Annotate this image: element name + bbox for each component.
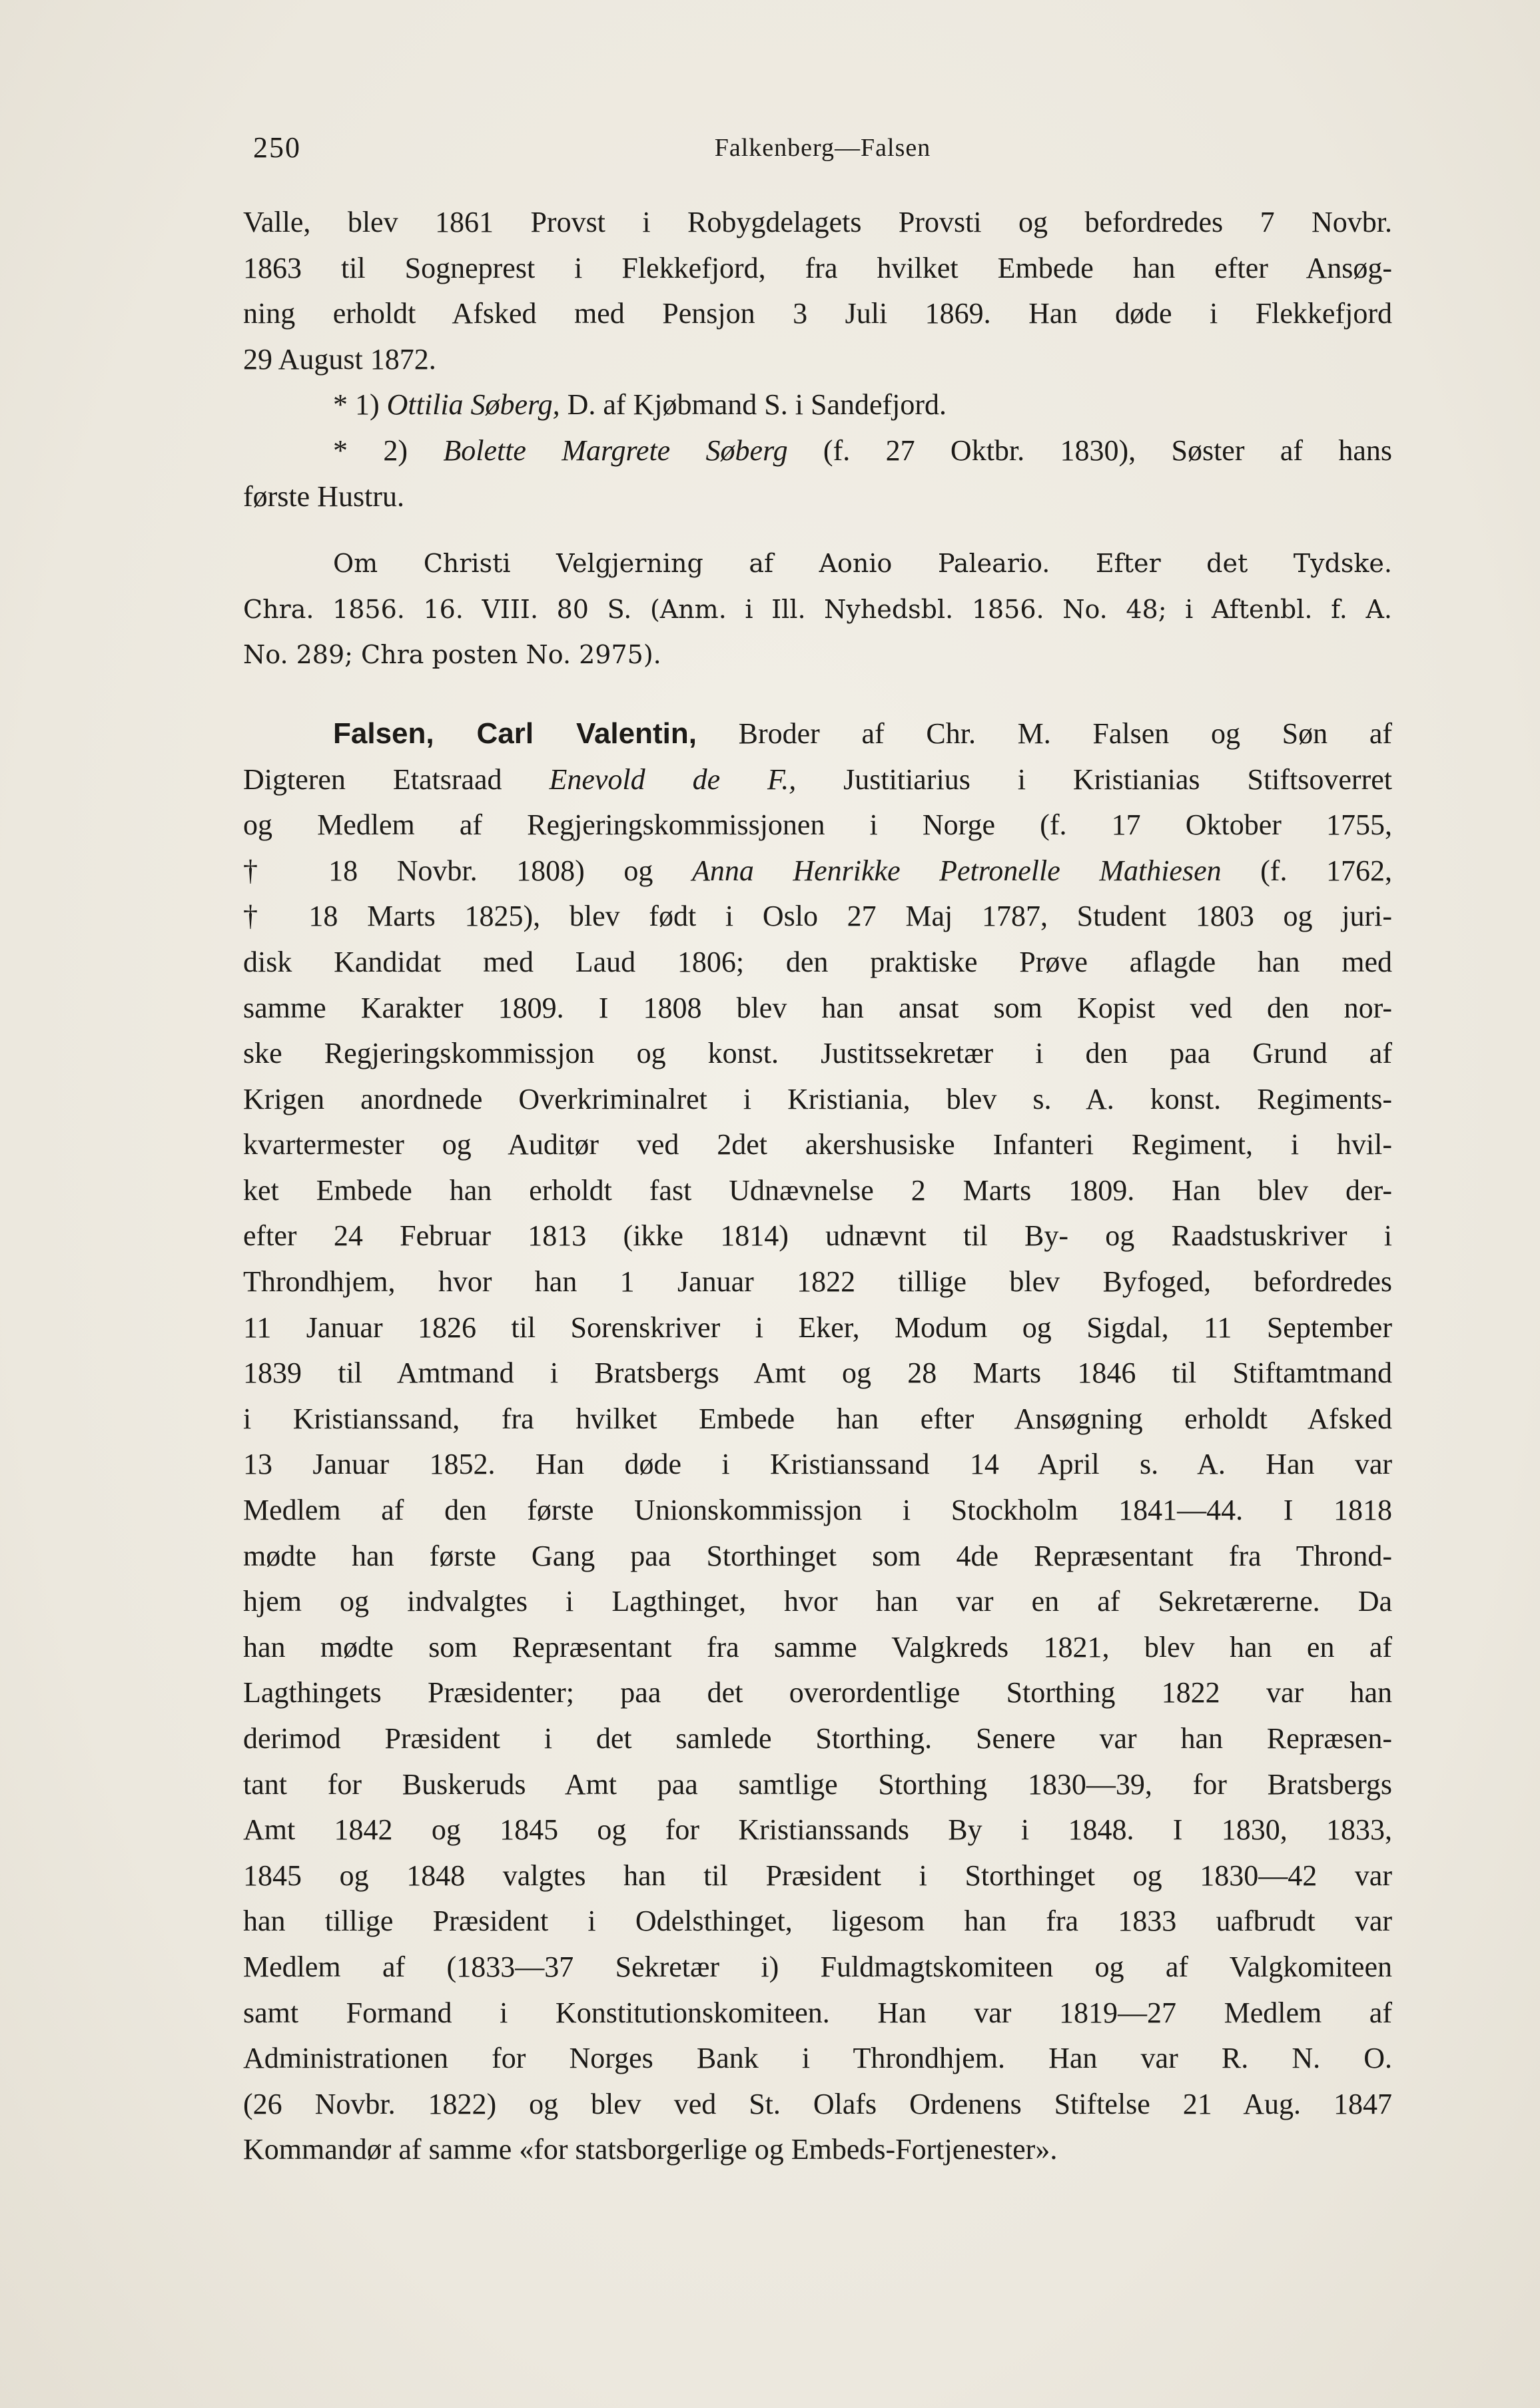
spouse-name: Ottilia Søberg, xyxy=(386,388,560,422)
page-header xyxy=(240,131,1405,170)
text-line: Amt 1842 og 1845 og for Kristianssands By i 1848. I 1830, 1833, xyxy=(243,1813,1392,1847)
father-name: Enevold de F., xyxy=(549,762,797,796)
text-line: Krigen anordnede Overkriminalret i Kristiania, blev s. A. konst. Regiments- xyxy=(243,1082,1392,1115)
text-line: Lagthingets Præsidenter; paa det overordentlige Storthing 1822 var han xyxy=(243,1676,1392,1709)
text-line: (26 Novbr. 1822) og blev ved St. Olafs Ordenens Stiftelse 21 Aug. 1847 xyxy=(243,2087,1392,2120)
text-line: Medlem af den første Unionskommissjon i Stockholm 1841—44. I 1818 xyxy=(243,1494,1392,1527)
text-line: † 18 Novbr. 1808) og Anna Henrikke Petronelle Mathiesen (f. 1762, xyxy=(243,854,1392,887)
body-text xyxy=(243,200,1392,2173)
text-line: samt Formand i Konstitutionskomiteen. Han var 1819—27 Medlem af xyxy=(243,1996,1392,2029)
spouse-name: Bolette Margrete Søberg xyxy=(443,434,788,467)
text-line: 1863 til Sogneprest i Flekkefjord, fra hvilket Embede han efter Ansøg- xyxy=(243,251,1392,284)
bibliography-line: No. 289; Chra posten No. 2975). xyxy=(243,640,661,670)
text-line: derimod Præsident i det samlede Storthing. Senere var han Repræsen- xyxy=(243,1722,1392,1755)
text-line: 29 August 1872. xyxy=(243,342,436,376)
page-number: 250 xyxy=(253,131,301,164)
text-line: Valle, blev 1861 Provst i Robygdelagets Provsti og befordredes 7 Novbr. xyxy=(243,206,1392,238)
text-line: og Medlem af Regjeringskommissjonen i Norge (f. 17 Oktober 1755, xyxy=(243,808,1392,842)
text-line: Medlem af (1833—37 Sekretær i) Fuldmagtskomiteen og af Valgkomiteen xyxy=(243,1950,1392,1983)
text-line: Administrationen for Norges Bank i Throndhjem. Han var R. N. O. xyxy=(243,2042,1392,2075)
text-line: disk Kandidat med Laud 1806; den praktiske Prøve aflagde han med xyxy=(243,945,1392,978)
bibliography-line: Chra. 1856. 16. VIII. 80 S. (Anm. i Ill. Nyhedsbl. 1856. No. 48; i Aftenbl. f. A. xyxy=(243,594,1392,624)
entry-heading-line: Falsen, Carl Valentin, Broder af Chr. M. Falsen og Søn af xyxy=(333,717,1392,750)
bibliography-line: Om Christi Velgjerning af Aonio Paleario. Efter det Tydske. xyxy=(333,549,1392,579)
text-line: Throndhjem, hvor han 1 Januar 1822 tillige blev Byfoged, befordredes xyxy=(243,1265,1392,1299)
text-line: 13 Januar 1852. Han døde i Kristianssand 14 April s. A. Han var xyxy=(243,1448,1392,1481)
text-line: 11 Januar 1826 til Sorenskriver i Eker, Modum og Sigdal, 11 September xyxy=(243,1311,1392,1344)
text-line: i Kristianssand, fra hvilket Embede han efter Ansøgning erholdt Afsked xyxy=(243,1402,1392,1435)
text-line: samme Karakter 1809. I 1808 blev han ansat som Kopist ved den nor- xyxy=(243,991,1392,1024)
text-line: efter 24 Februar 1813 (ikke 1814) udnævnt til By- og Raadstuskriver i xyxy=(243,1219,1392,1253)
text-line: mødte han første Gang paa Storthinget som 4de Repræsentant fra Thrond- xyxy=(243,1539,1392,1572)
text-line: † 18 Marts 1825), blev født i Oslo 27 Maj 1787, Student 1803 og juri- xyxy=(243,900,1392,933)
running-head: Falkenberg—Falsen xyxy=(714,134,931,162)
text-line: hjem og indvalgtes i Lagthinget, hvor han var en af Sekretærerne. Da xyxy=(243,1585,1392,1618)
text-line: Digteren Etatsraad Enevold de F., Justitiarius i Kristianias Stiftsoverret xyxy=(243,762,1392,796)
text-line: han tillige Præsident i Odelsthinget, ligesom han fra 1833 uafbrudt var xyxy=(243,1905,1392,1938)
text-line: ning erholdt Afsked med Pensjon 3 Juli 1869. Han døde i Flekkefjord xyxy=(243,297,1392,330)
text-line: første Hustru. xyxy=(243,479,404,513)
marriage-line-2: * 2) Bolette Margrete Søberg (f. 27 Oktbr. 1830), Søster af hans xyxy=(333,434,1392,467)
text-line: Kommandør af samme «for statsborgerlige og Embeds-Fortjenester». xyxy=(243,2133,1058,2166)
text-line: kvartermester og Auditør ved 2det akershusiske Infanteri Regiment, i hvil- xyxy=(243,1128,1392,1161)
text-line: 1839 til Amtmand i Bratsbergs Amt og 28 Marts 1846 til Stiftamtmand xyxy=(243,1356,1392,1390)
text-line: han mødte som Repræsentant fra samme Valgkreds 1821, blev han en af xyxy=(243,1630,1392,1663)
text-line: 1845 og 1848 valgtes han til Præsident i Storthinget og 1830—42 var xyxy=(243,1859,1392,1892)
text-line: ket Embede han erholdt fast Udnævnelse 2 Marts 1809. Han blev der- xyxy=(243,1173,1392,1207)
marriage-line-1: * 1) Ottilia Søberg, D. af Kjøbmand S. i Sandefjord. xyxy=(333,388,947,422)
text-line: ske Regjeringskommissjon og konst. Justitssekretær i den paa Grund af xyxy=(243,1037,1392,1070)
mother-name: Anna Henrikke Petronelle Mathiesen xyxy=(691,854,1222,887)
text-line: tant for Buskeruds Amt paa samtlige Storthing 1830—39, for Bratsbergs xyxy=(243,1767,1392,1801)
entry-name: Falsen, Carl Valentin, xyxy=(333,717,697,750)
